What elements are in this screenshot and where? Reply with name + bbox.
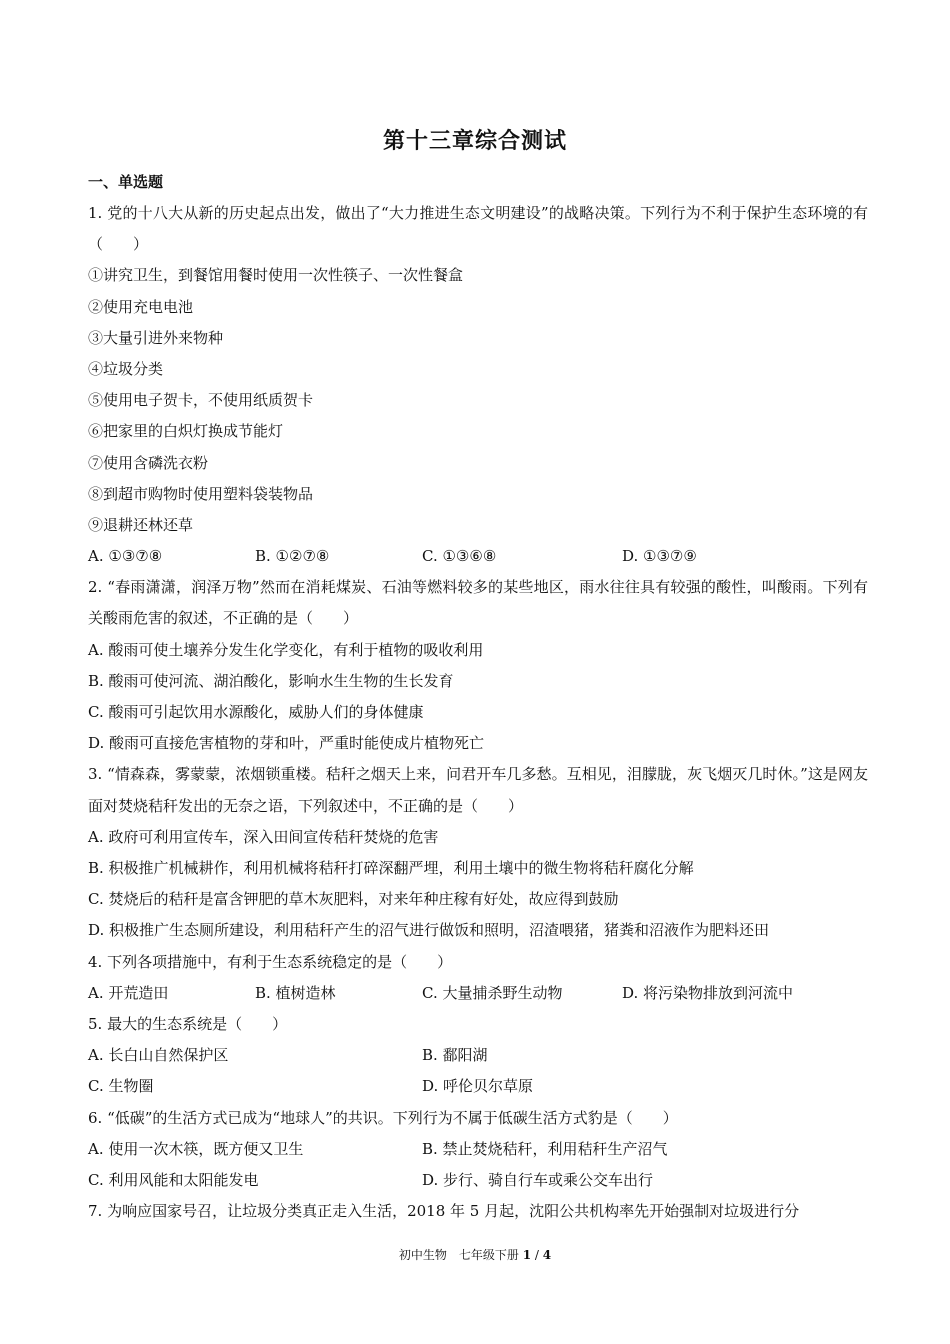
q1-item: ③大量引进外来物种 <box>88 328 224 347</box>
footer-subject: 初中生物 七年级下册 <box>398 1248 523 1262</box>
page-title: 第十三章综合测试 <box>382 129 567 154</box>
q1-option-d: D. ①③⑦⑨ <box>622 547 697 566</box>
q1-item: ⑨退耕还林还草 <box>88 515 194 534</box>
q5-options-row1 <box>88 1040 868 1071</box>
q6-options-row2 <box>88 1165 868 1196</box>
q3-option-a: A. 政府可利用宣传车，深入田间宣传秸秆焚烧的危害 <box>88 827 439 846</box>
q6-option-c: C. 利用风能和太阳能发电 <box>88 1170 259 1189</box>
q4-option-d: D. 将污染物排放到河流中 <box>622 983 794 1002</box>
q1-option-b: B. ①②⑦⑧ <box>255 547 330 566</box>
q5-option-a: A. 长白山自然保护区 <box>88 1046 229 1065</box>
q3-option-b: B. 积极推广机械耕作，利用机械将秸秆打碎深翻严埋，利用土壤中的微生物将秸秆腐化分解 <box>88 859 694 878</box>
q2-option-c: C. 酸雨可引起饮用水源酸化，威胁人们的身体健康 <box>88 703 424 722</box>
q5-option-d: D. 呼伦贝尔草原 <box>422 1077 534 1096</box>
q3-option-c: C. 焚烧后的秸秆是富含钾肥的草木灰肥料，对来年种庄稼有好处，故应得到鼓励 <box>88 890 619 909</box>
q6-option-b: B. 禁止焚烧秸秆，利用秸秆生产沼气 <box>422 1139 668 1158</box>
question-6-stem: 6. “低碳”的生活方式已成为“地球人”的共识。下列行为不属于低碳生活方式豹是（ ） <box>88 1108 678 1127</box>
q1-option-c: C. ①③⑥⑧ <box>422 547 497 566</box>
q6-option-d: D. 步行、骑自行车或乘公交车出行 <box>422 1170 654 1189</box>
question-5-stem: 5. 最大的生态系统是（ ） <box>88 1014 288 1033</box>
q4-option-a: A. 开荒造田 <box>88 983 169 1002</box>
question-3-stem: 3. “情森森，雾蒙蒙，浓烟锁重楼。秸秆之烟天上来，问君开车几多愁。互相见，泪朦胧，灰飞烟灭几时休。”这是网友面对焚烧秸秆发出的无奈之语，下列叙述中，不正确的是（ ） <box>88 765 868 815</box>
q1-item: ①讲究卫生，到餐馆用餐时使用一次性筷子、一次性餐盒 <box>88 266 464 285</box>
q6-options-row1 <box>88 1134 868 1165</box>
q6-option-a: A. 使用一次木筷，既方便又卫生 <box>88 1139 304 1158</box>
footer-page-total: 4 <box>542 1248 552 1262</box>
page-footer <box>0 1246 950 1263</box>
q1-item: ②使用充电电池 <box>88 297 194 316</box>
q1-item: ⑤使用电子贺卡，不使用纸质贺卡 <box>88 391 314 410</box>
q1-option-a: A. ①③⑦⑧ <box>88 547 163 566</box>
q1-item: ⑥把家里的白炽灯换成节能灯 <box>88 422 284 441</box>
q5-options-row2 <box>88 1071 868 1102</box>
section-heading: 一、单选题 <box>88 173 164 191</box>
q5-option-c: C. 生物圈 <box>88 1077 154 1096</box>
question-4-stem: 4. 下列各项措施中，有利于生态系统稳定的是（ ） <box>88 952 453 971</box>
q4-option-c: C. 大量捕杀野生动物 <box>422 983 563 1002</box>
footer-separator: / <box>531 1248 543 1262</box>
q1-item: ④垃圾分类 <box>88 359 164 378</box>
q4-option-b: B. 植树造林 <box>255 983 336 1002</box>
question-7-stem: 7. 为响应国家号召，让垃圾分类真正走入生活，2018 年 5 月起，沈阳公共机构率先开始强制对垃圾进行分 <box>88 1202 800 1221</box>
q4-options <box>88 978 868 1009</box>
q1-item: ⑦使用含磷洗衣粉 <box>88 453 209 472</box>
q5-option-b: B. 鄱阳湖 <box>422 1046 488 1065</box>
question-1-stem: 1. 党的十八大从新的历史起点出发，做出了“大力推进生态文明建设”的战略决策。下列行为不利于保护生态环境的有（ ） <box>88 204 868 254</box>
q3-option-d: D. 积极推广生态厕所建设，利用秸秆产生的沼气进行做饭和照明，沼渣喂猪，猪粪和沼液作为肥料还田 <box>88 921 770 940</box>
q1-options <box>88 541 868 572</box>
question-body <box>88 198 868 1227</box>
q1-item: ⑧到超市购物时使用塑料袋装物品 <box>88 484 314 503</box>
q2-option-a: A. 酸雨可使土壤养分发生化学变化，有利于植物的吸收利用 <box>88 640 484 659</box>
footer-page-number: 1 <box>522 1248 532 1262</box>
q2-option-d: D. 酸雨可直接危害植物的芽和叶，严重时能使成片植物死亡 <box>88 734 485 753</box>
q2-option-b: B. 酸雨可使河流、湖泊酸化，影响水生生物的生长发育 <box>88 671 454 690</box>
question-2-stem: 2. “春雨潇潇，润泽万物”然而在消耗煤炭、石油等燃料较多的某些地区，雨水往往具有较强的酸性，叫酸雨。下列有关酸雨危害的叙述，不正确的是（ ） <box>88 578 868 628</box>
